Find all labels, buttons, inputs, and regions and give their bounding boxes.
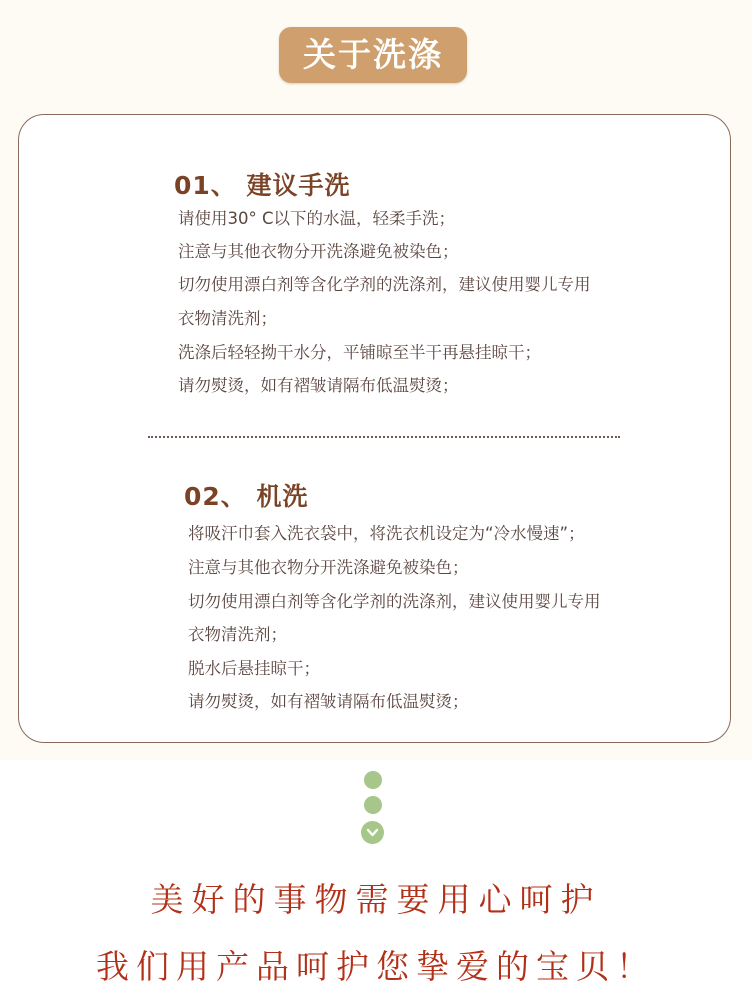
title-badge (279, 27, 467, 83)
section-2-line: 切勿使用漂白剂等含化学剂的洗涤剂，建议使用婴儿专用 (188, 592, 601, 611)
section-2-line: 将吸汗巾套入洗衣袋中，将洗衣机设定为“冷水慢速”； (188, 524, 585, 543)
green-dot (364, 771, 382, 789)
section-2-line: 衣物清洗剂； (188, 625, 287, 644)
chevron-down-icon (361, 821, 384, 844)
section-1-line: 请勿熨烫，如有褶皱请隔布低温熨烫； (178, 376, 459, 395)
section-1-line: 注意与其他衣物分开洗涤避免被染色； (178, 242, 459, 261)
slogan-line-1: 美好的事物需要用心呵护 (150, 880, 602, 919)
section-2-line: 脱水后悬挂晾干； (188, 659, 320, 678)
section-1-line: 切勿使用漂白剂等含化学剂的洗涤剂，建议使用婴儿专用 (178, 275, 591, 294)
section-2-heading: 02、 机洗 (184, 482, 309, 511)
slogan-line-2: 我们用产品呵护您挚爱的宝贝！ (96, 947, 656, 986)
section-1-line: 洗涤后轻轻拗干水分，平铺晾至半干再悬挂晾干； (178, 343, 541, 362)
section-1-heading: 01、 建议手洗 (174, 171, 351, 200)
section-2-line: 请勿熨烫，如有褶皱请隔布低温熨烫； (188, 692, 469, 711)
section-2-line: 注意与其他衣物分开洗涤避免被染色； (188, 558, 469, 577)
green-dot (364, 796, 382, 814)
page-title: 关于洗涤 (303, 35, 443, 74)
section-1-line: 衣物清洗剂； (178, 309, 277, 328)
section-1-line: 请使用30° C以下的水温，轻柔手洗； (178, 209, 456, 228)
section-divider (148, 436, 620, 438)
